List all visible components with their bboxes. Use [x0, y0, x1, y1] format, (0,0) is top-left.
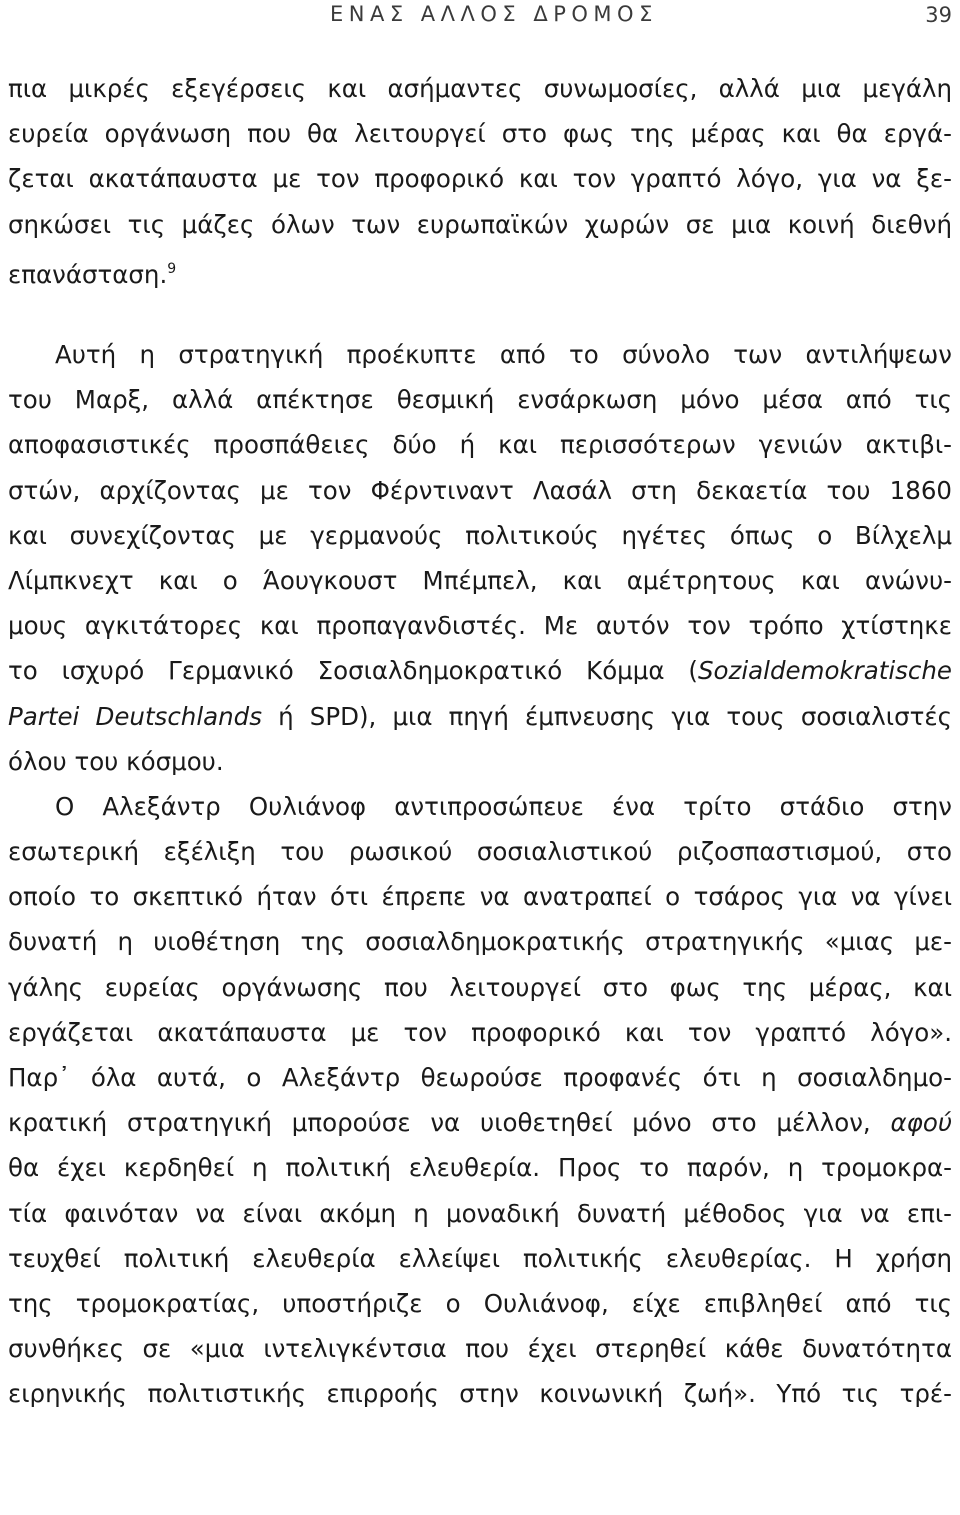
page-number: 39: [925, 3, 952, 27]
text-line: πια μικρές εξεγέρσεις και ασήμαντες συνωμοσίες, αλλά μια μεγάλη: [8, 74, 952, 103]
text-line: [0, 694, 960, 739]
italic-party-name: Partei Deutschlands: [8, 701, 262, 731]
text-line: [0, 1100, 960, 1145]
text-line: δυνατή η υιοθέτηση της σοσιαλδημοκρατικής στρατηγικής «μιας με-: [8, 927, 952, 957]
text-line-last: όλου του κόσμου.: [8, 746, 224, 776]
italic-party-name: Sozialdemokratische: [697, 656, 952, 686]
text-line: αποφασιστικές προσπάθειες δύο ή και περισσότερων γενιών ακτιβι-: [8, 430, 952, 460]
italic-word: αφού: [890, 1108, 952, 1138]
text-line: μους αγκιτάτορες και προπαγανδιστές. Με αυτόν τον τρόπο χτίστηκε: [8, 611, 952, 641]
text-fragment: επανάσταση.: [8, 259, 168, 289]
text-line: της τρομοκρατίας, υποστήριζε ο Ουλιάνοφ, είχε επιβληθεί από τις: [8, 1288, 952, 1318]
footnote-reference: 9: [167, 260, 177, 277]
text-line: και συνεχίζοντας με γερμανούς πολιτικούς ηγέτες όπως ο Βίλχελμ: [8, 520, 952, 550]
text-line: Παρ᾽ όλα αυτά, ο Αλεξάντρ θεωρούσε προφανές ότι η σοσιαλδημο-: [8, 1063, 952, 1092]
text-line: οποίο το σκεπτικό ήταν ότι έπρεπε να ανατραπεί ο τσάρος για να γίνει: [8, 882, 952, 912]
text-line: τευχθεί πολιτική ελευθερία ελλείψει πολιτικής ελευθερίας. Η χρήση: [8, 1243, 952, 1273]
running-head: ΕΝΑΣ ΑΛΛΟΣ ΔΡΟΜΟΣ: [330, 2, 658, 26]
text-line: θα έχει κερδηθεί η πολιτική ελευθερία. Προς το παρόν, η τρομοκρα-: [8, 1153, 952, 1183]
body-text: [0, 332, 960, 1417]
text-line: συνθήκες σε «μια ιντελιγκέντσια που έχει στερηθεί κάθε δυνατότητα: [8, 1334, 952, 1364]
text-fragment: ή SPD), μια πηγή έμπνευσης για τους σοσιαλιστές: [261, 701, 952, 731]
text-line: τία φαινόταν να είναι ακόμη η μοναδική δυνατή μέθοδος για να επι-: [8, 1198, 952, 1228]
text-line-last: [0, 247, 960, 292]
text-line: εσωτερική εξέλιξη του ρωσικού σοσιαλιστικού ριζοσπαστισμού, στο: [8, 837, 952, 867]
text-fragment: κρατική στρατηγική μπορούσε να υιοθετηθεί μόνο στο μέλλον,: [8, 1108, 891, 1138]
paragraph-first-line: Αυτή η στρατηγική προέκυπτε από το σύνολο των αντιλήψεων: [55, 340, 952, 369]
text-fragment: το ισχυρό Γερμανικό Σοσιαλδημοκρατικό Κόμμα (: [8, 656, 698, 686]
text-line: ευρεία οργάνωση που θα λειτουργεί στο φως της μέρας και θα εργά-: [8, 119, 952, 149]
text-line: του Μαρξ, αλλά απέκτησε θεσμική ενσάρκωση μόνο μέσα από τις: [8, 385, 952, 415]
paragraph-first-line: Ο Αλεξάντρ Ουλιάνοφ αντιπροσώπευε ένα τρίτο στάδιο στην: [55, 791, 952, 821]
text-line: σηκώσει τις μάζες όλων των ευρωπαϊκών χωρών σε μια κοινή διεθνή: [8, 209, 952, 239]
text-line: ζεται ακατάπαυστα με τον προφορικό και τον γραπτό λόγο, για να ξε-: [8, 164, 952, 194]
text-line: Λίμπκνεχτ και ο Άουγκουστ Μπέμπελ, και αμέτρητους και ανώνυ-: [8, 565, 952, 595]
text-line: γάλης ευρείας οργάνωσης που λειτουργεί στο φως της μέρας, και: [8, 972, 952, 1002]
text-line: εργάζεται ακατάπαυστα με τον προφορικό και τον γραπτό λόγο».: [8, 1017, 952, 1047]
paragraph-continuation: [0, 66, 960, 292]
text-line: [0, 648, 960, 693]
text-line: ειρηνικής πολιτιστικής επιρροής στην κοινωνική ζωή». Υπό τις τρέ-: [8, 1379, 952, 1409]
text-line: στών, αρχίζοντας με τον Φέρντιναντ Λασάλ στη δεκαετία του 1860: [8, 475, 952, 505]
